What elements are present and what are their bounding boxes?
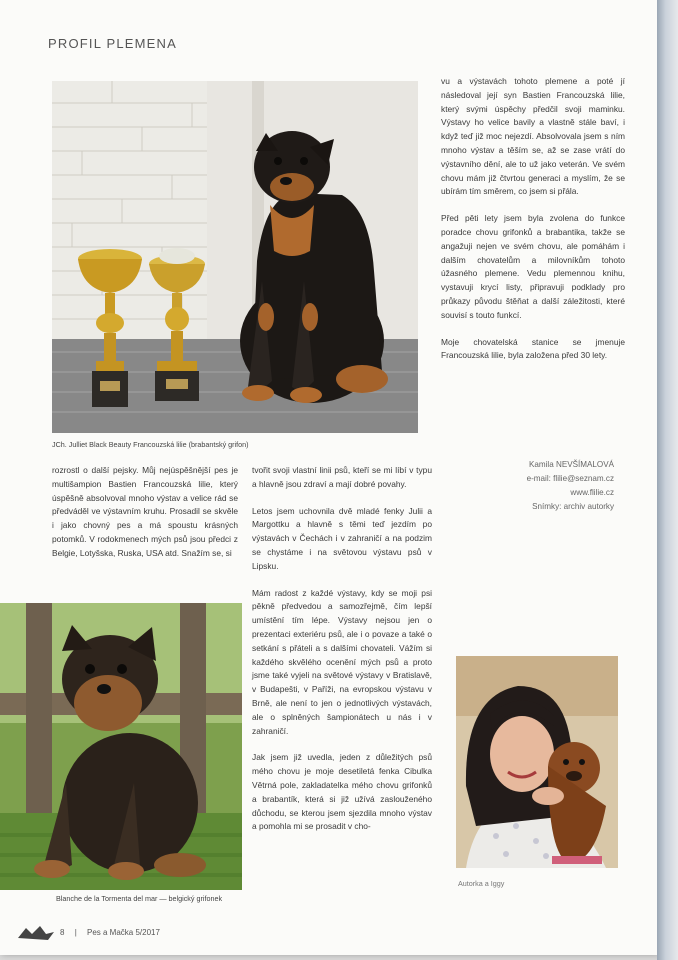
footer-divider: | <box>74 928 77 937</box>
page-number: 8 <box>60 928 65 937</box>
author-last-name: NEVŠÍMALOVÁ <box>555 460 614 469</box>
paragraph: Letos jsem uchovnila dvě mladé fenky Julii a Margottku a hlavně s těmi teď jezdím po výstavách v Čechách i v zahraničí a na podzim se chystáme i na světovou výstavu psů v Lipsku. <box>252 505 432 571</box>
author-web: www.flilie.cz <box>570 488 614 497</box>
magazine-issue: Pes a Mačka 5/2017 <box>87 928 160 937</box>
paragraph: rozrostl o další pejsky. Můj nejúspěšnější pes je multišampion Bastien Francouzská lilie, který úspěšně absolvoval mnoho výstav a velice rád se předváděl ve výstavním kruhu. Prosadil se skvěle i jako chovný pes a má spoustu krásných potomků. V rodokmenech mých psů jsou předci z Belgie, Lotyšska, Ruska, USA atd. Snažím se, si <box>52 465 238 558</box>
caption-bottom-left-photo: Blanche de la Tormenta del mar — belgický grifonek <box>56 894 223 903</box>
page-footer <box>60 928 168 937</box>
photo-griffon-on-grass <box>0 603 242 890</box>
caption-author-photo: Autorka a Iggy <box>458 879 505 888</box>
paragraph: Jak jsem již uvedla, jeden z důležitých psů mého chovu je moje desetiletá fenka Cibulka Větrná pole, zakladatelka mého chovu grifonků a brabantík, která si již užívá zaslouženého důchodu, se kterou jsem sjezdila mnoho výstav a pomohla mi se prosadit v cho- <box>252 752 432 832</box>
author-signature <box>482 458 614 514</box>
paragraph: tvořit svoji vlastní linii psů, kteří se mi líbí v typu a hlavně jsou zdraví a mají dobré povahy. <box>252 465 432 489</box>
paragraph: Před pěti lety jsem byla zvolena do funkce poradce chovu grifonků a brabantika, takže se angažuji nejen ve svém chovu, ale pomáhám i dalším chovatelům a milovníkům tohoto úžasného plemene. Vedu plemennou knihu, vystavuji krycí listy, připravuji podklady pro průkazy původu štěňat a další záležitosti, které souvisí s touto funkcí. <box>441 213 625 320</box>
author-first-name: Kamila <box>528 460 556 469</box>
paragraph: vu a výstavách tohoto plemene a poté jí následoval její syn Bastien Francouzská lilie, který svými úspěchy předčil svoji maminku. Výstavy ho velice bavily a vlastně stále baví, i když teď již moc nejezdí. Absolvovala jsem s ním mnoho výstav a těším se, až se zase vrátí do výstavního dění, ale to už jako veterán. Ve svém chovu mám již čtvrtou generaci a myslím, že se ubírám tím směrem, co jsem si přála. <box>441 76 625 197</box>
photo-author-with-dog <box>456 656 618 868</box>
photo-dog-with-trophies <box>52 81 418 433</box>
article-column-middle <box>252 464 432 847</box>
paragraph: Mám radost z každé výstavy, kdy se moji psi pěkně předvedou a samozřejmě, čím lepší umístění tím lépe. Výstavy nejsou jen o prezentaci exteriéru psů, ale i o povaze a také o setkání s přáteli a s dalšími chovateli. Vážím si každého skvělého ocenění mých psů a proto jsme také vyjeli na světové výstavy v Bratislavě, v Budapešti, v Paříži, na evropskou výstavu v Brně, ale není to jen o jednotlivých výstavách, ale o splněných šampionátech u nás i v zahraničí. <box>252 587 432 736</box>
article-column-right-top <box>441 75 625 376</box>
paragraph: Moje chovatelská stanice se jmenuje Francouzská lilie, byla založena před 30 lety. <box>441 336 625 361</box>
article-column-left <box>52 464 238 574</box>
photo-credit: Snímky: archiv autorky <box>532 502 614 511</box>
page-edge-shadow <box>657 0 678 960</box>
section-title: PROFIL PLEMENA <box>48 36 178 51</box>
magazine-logo-icon <box>16 924 56 942</box>
caption-top-photo: JCh. Julliet Black Beauty Francouzská lilie (brabantský grifon) <box>52 440 249 449</box>
author-email: e-mail: flilie@seznam.cz <box>526 474 614 483</box>
